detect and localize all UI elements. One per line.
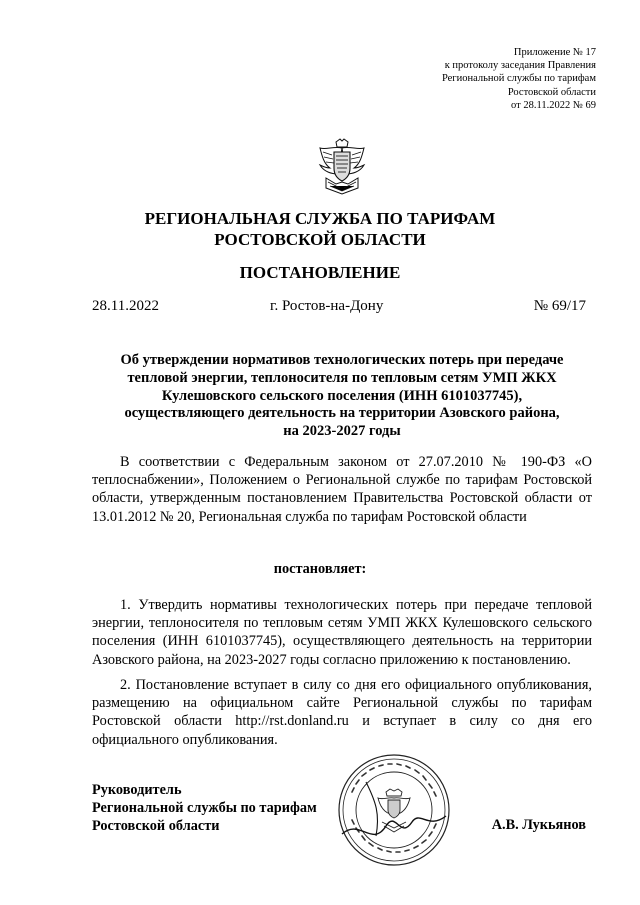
- appendix-note: [336, 46, 596, 112]
- signatory-line: Ростовской области: [92, 818, 220, 834]
- title-line: Кулешовского сельского поселения (ИНН 6101037745),: [161, 387, 523, 404]
- title-line: Об утверждении нормативов технологических потерь при передаче: [120, 352, 564, 368]
- document-type: ПОСТАНОВЛЕНИЕ: [239, 263, 401, 282]
- appendix-line: Приложение № 17: [513, 47, 596, 58]
- title-line: на 2023-2027 годы: [283, 423, 401, 440]
- signatory-line: Руководитель: [92, 782, 182, 798]
- appendix-line: от 28.11.2022 № 69: [511, 99, 596, 111]
- signatory-name: А.В. Лукьянов: [491, 817, 586, 833]
- document-city: г. Ростов-на-Дону: [270, 298, 384, 314]
- resolution-item-2: 2. Постановление вступает в силу со дня его официального опубликования, размещению на официальном сайте Региональной службы по тарифам Ростовской области http://rst.donland.ru и вступает в силу со дня его официального опубликования.: [92, 677, 592, 748]
- resolves-heading: постановляет:: [273, 561, 367, 577]
- document-number: № 69/17: [533, 298, 586, 314]
- resolution-item-1: 1. Утвердить нормативы технологических потерь при передаче тепловой энергии, теплоносителя по тепловым сетям УМП ЖКХ Кулешовского сельского поселения (ИНН 6101037745), осуществляющего деятельность на территории Азовского района, на 2023-2027 годы согласно приложению к постановлению.: [92, 597, 592, 668]
- signatory-line: Региональной службы по тарифам: [92, 800, 317, 816]
- organization-line: РЕГИОНАЛЬНАЯ СЛУЖБА ПО ТАРИФАМ: [144, 209, 496, 228]
- organization-name: [0, 208, 640, 250]
- document-title: [92, 352, 592, 441]
- preamble-paragraph: В соответствии с Федеральным законом от 27.07.2010 № 190-ФЗ «О теплоснабжении», Положением о Региональной службе по тарифам Ростовской области, утвержденным постановлением Правительства Ростовской области от 13.01.2012 № 20, Региональная служба по тарифам Ростовской области: [92, 454, 592, 525]
- document-date: 28.11.2022: [92, 298, 159, 314]
- title-line: тепловой энергии, теплоносителя по тепловым сетям УМП ЖКХ: [127, 369, 557, 386]
- signatory-position: [92, 781, 317, 835]
- coat-of-arms-icon: [314, 138, 370, 196]
- title-line: осуществляющего деятельность на территории Азовского района,: [124, 405, 560, 422]
- official-seal-icon: [336, 752, 452, 868]
- appendix-line: Ростовской области: [507, 86, 596, 98]
- appendix-line: к протоколу заседания Правления: [444, 60, 596, 72]
- appendix-line: Региональной службы по тарифам: [441, 73, 596, 85]
- organization-line: РОСТОВСКОЙ ОБЛАСТИ: [214, 230, 426, 249]
